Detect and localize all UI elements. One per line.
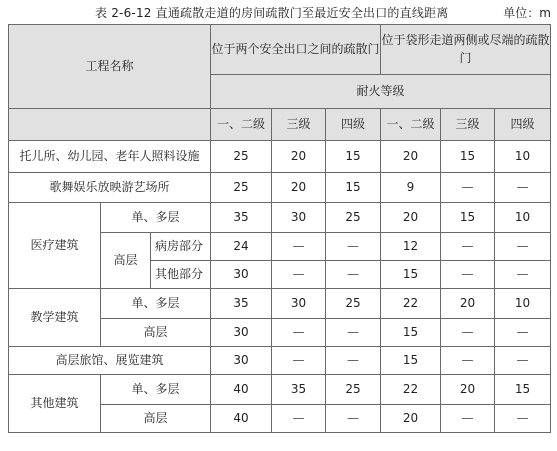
grade-header: 四级 xyxy=(326,109,381,141)
table-cell: — xyxy=(441,319,495,347)
table-cell: 15 xyxy=(495,375,551,405)
table-cell: — xyxy=(272,405,326,433)
table-cell: 35 xyxy=(211,203,272,233)
table-cell: 22 xyxy=(381,289,441,319)
table-cell: 12 xyxy=(381,233,441,261)
table-cell: 15 xyxy=(381,347,441,375)
table-cell: 25 xyxy=(326,203,381,233)
bag-corridor-header: 位于袋形走道两侧或尽端的疏散门 xyxy=(381,25,551,75)
table-cell: 15 xyxy=(441,141,495,173)
table-row xyxy=(9,289,551,319)
row-label-entertainment: 歌舞娱乐放映游艺场所 xyxy=(9,173,211,203)
row-sublabel: 单、多层 xyxy=(101,375,211,405)
fire-resistance-grade-header: 耐火等级 xyxy=(211,75,551,109)
table-title: 表 2-6-12 直通疏散走道的房间疏散门至最近安全出口的直线距离 xyxy=(95,6,449,20)
table-cell: — xyxy=(441,261,495,289)
table-cell: — xyxy=(495,233,551,261)
table-cell: — xyxy=(272,261,326,289)
table-cell: 20 xyxy=(381,141,441,173)
table-cell: — xyxy=(441,405,495,433)
row-label-nursery: 托儿所、幼儿园、老年人照料设施 xyxy=(9,141,211,173)
table-row xyxy=(9,203,551,233)
grade-header: 一、二级 xyxy=(211,109,272,141)
table-row xyxy=(9,141,551,173)
table-cell: — xyxy=(495,261,551,289)
table-cell: 22 xyxy=(381,375,441,405)
table-cell: 30 xyxy=(211,319,272,347)
table-cell: 25 xyxy=(211,173,272,203)
table-cell: 30 xyxy=(272,203,326,233)
table-cell: 20 xyxy=(381,405,441,433)
table-cell: — xyxy=(441,347,495,375)
row-sublabel: 高层 xyxy=(101,319,211,347)
table-cell: 15 xyxy=(381,319,441,347)
row-sublabel: 单、多层 xyxy=(101,203,211,233)
table-cell: 25 xyxy=(326,289,381,319)
table-cell: — xyxy=(272,233,326,261)
row-sublabel: 高层 xyxy=(101,233,151,289)
header-row-grades xyxy=(9,109,551,141)
table-cell: 20 xyxy=(272,141,326,173)
table-cell: 35 xyxy=(211,289,272,319)
table-cell: — xyxy=(495,347,551,375)
evacuation-distance-table xyxy=(8,24,551,433)
row-label-hotel-exhibition: 高层旅馆、展览建筑 xyxy=(9,347,211,375)
table-cell: 25 xyxy=(211,141,272,173)
table-cell: 9 xyxy=(381,173,441,203)
header-row-groups xyxy=(9,25,551,75)
table-row xyxy=(9,173,551,203)
table-cell: 20 xyxy=(441,375,495,405)
table-cell: — xyxy=(272,347,326,375)
table-cell: 20 xyxy=(441,289,495,319)
row-sublabel: 高层 xyxy=(101,405,211,433)
row-sublabel: 病房部分 xyxy=(151,233,211,261)
table-cell: 24 xyxy=(211,233,272,261)
grade-header: 三级 xyxy=(272,109,326,141)
table-cell: 10 xyxy=(495,203,551,233)
table-cell: — xyxy=(326,319,381,347)
table-cell: — xyxy=(272,319,326,347)
project-name-header-spacer xyxy=(9,109,211,141)
project-name-header: 工程名称 xyxy=(9,25,211,109)
table-cell: 15 xyxy=(326,173,381,203)
table-cell: — xyxy=(495,173,551,203)
table-row xyxy=(9,347,551,375)
table-cell: — xyxy=(326,347,381,375)
row-label-education: 教学建筑 xyxy=(9,289,101,347)
table-cell: — xyxy=(495,319,551,347)
between-exits-header: 位于两个安全出口之间的疏散门 xyxy=(211,25,381,75)
row-sublabel: 单、多层 xyxy=(101,289,211,319)
table-cell: 15 xyxy=(441,203,495,233)
row-label-medical: 医疗建筑 xyxy=(9,203,101,289)
table-cell: 20 xyxy=(381,203,441,233)
grade-header: 一、二级 xyxy=(381,109,441,141)
table-cell: 40 xyxy=(211,375,272,405)
table-cell: — xyxy=(326,261,381,289)
table-cell: 30 xyxy=(211,347,272,375)
unit-label: 单位：m xyxy=(503,6,551,20)
row-sublabel: 其他部分 xyxy=(151,261,211,289)
table-cell: — xyxy=(441,233,495,261)
table-cell: 40 xyxy=(211,405,272,433)
table-cell: 10 xyxy=(495,289,551,319)
table-row xyxy=(9,375,551,405)
grade-header: 三级 xyxy=(441,109,495,141)
table-cell: 20 xyxy=(272,173,326,203)
table-caption xyxy=(0,0,557,24)
row-label-other-buildings: 其他建筑 xyxy=(9,375,101,433)
table-cell: 25 xyxy=(326,375,381,405)
table-cell: — xyxy=(326,405,381,433)
table-cell: 15 xyxy=(381,261,441,289)
table-cell: — xyxy=(495,405,551,433)
table-cell: 30 xyxy=(272,289,326,319)
grade-header: 四级 xyxy=(495,109,551,141)
table-cell: 10 xyxy=(495,141,551,173)
table-cell: 30 xyxy=(211,261,272,289)
table-cell: — xyxy=(441,173,495,203)
table-cell: — xyxy=(326,233,381,261)
table-cell: 15 xyxy=(326,141,381,173)
table-cell: 35 xyxy=(272,375,326,405)
